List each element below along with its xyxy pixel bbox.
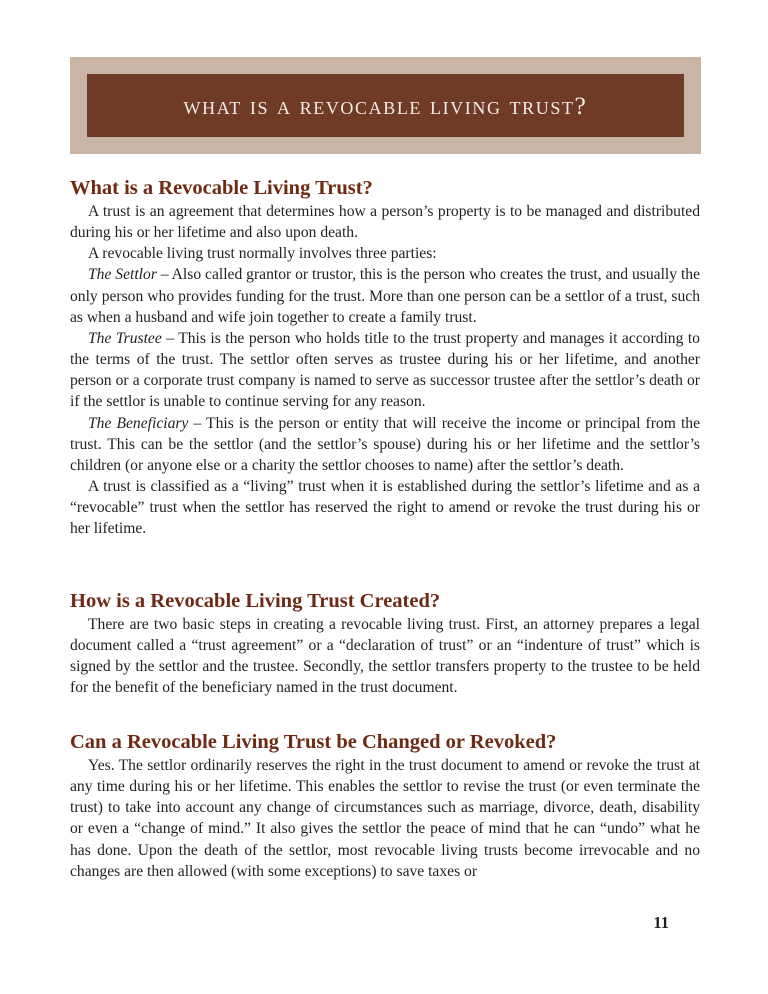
paragraph: Yes. The settlor ordinarily reserves the right in the trust document to amend or revoke the trust at any time during his or her lifetime. This enables the settlor to revise the trust (or even terminate the trust) to take into account any change of circumstances such as marriage, divorce, death, disability or even a “change of mind.” It also gives the settlor the peace of mind that he can “undo” what he has done. Upon the death of the settlor, most revocable living trusts become irrevocable and no changes are then allowed (with some exceptions) to save taxes or xyxy=(70,757,700,880)
section-heading: Can a Revocable Living Trust be Changed or Revoked? xyxy=(70,731,557,753)
page-number: 11 xyxy=(653,913,669,932)
section-heading: How is a Revocable Living Trust Created? xyxy=(70,590,441,612)
section-heading: What is a Revocable Living Trust? xyxy=(70,177,373,199)
title-banner-inner xyxy=(87,74,684,137)
paragraph: A revocable living trust normally involves three parties: xyxy=(88,245,437,263)
banner-title: what is a revocable living trust? xyxy=(183,90,588,120)
paragraph: A trust is classified as a “living” trust when it is established during the settlor’s lifetime and as a “revocable” trust when the settlor has reserved the right to amend or revoke the trust during his or her lifetime. xyxy=(70,478,700,538)
term-beneficiary: The Beneficiary xyxy=(88,414,189,432)
paragraph: A trust is an agreement that determines how a person’s property is to be managed and distributed during his or her lifetime and also upon death. xyxy=(70,203,700,242)
paragraph: There are two basic steps in creating a revocable living trust. First, an attorney prepares a legal document called a “trust agreement” or a “declaration of trust” or an “indenture of trust” which is signed by the settlor and the trustee. Secondly, the settlor transfers property to the trustee to be held for the benefit of the beneficiary named in the trust document. xyxy=(70,616,700,697)
paragraph-trustee: The Trustee – This is the person who holds title to the trust property and manages it according to the terms of the trust. The settlor often serves as trustee during his or her lifetime, and another person or a corporate trust company is named to serve as successor trustee after the settlor’s death or if the settlor is unable to continue serving for any reason. xyxy=(70,329,700,411)
term-settlor: The Settlor xyxy=(88,266,157,284)
section-changed-revoked xyxy=(70,729,700,882)
section-what-is xyxy=(70,175,700,540)
section-how-created xyxy=(70,588,700,699)
paragraph-beneficiary: The Beneficiary – This is the person or entity that will receive the income or principal from the trust. This can be the settlor (and the settlor’s spouse) during his or her lifetime and the settlor’s children (or anyone else or a charity the settlor chooses to name) after the settlor’s death. xyxy=(70,414,700,474)
paragraph-settlor: The Settlor – Also called grantor or trustor, this is the person who creates the trust, and usually the only person who provides funding for the trust. More than one person can be a settlor of a trust, such as when a husband and wife join together to create a family trust. xyxy=(70,266,700,326)
title-banner xyxy=(70,57,701,154)
term-trustee: The Trustee xyxy=(88,329,162,347)
